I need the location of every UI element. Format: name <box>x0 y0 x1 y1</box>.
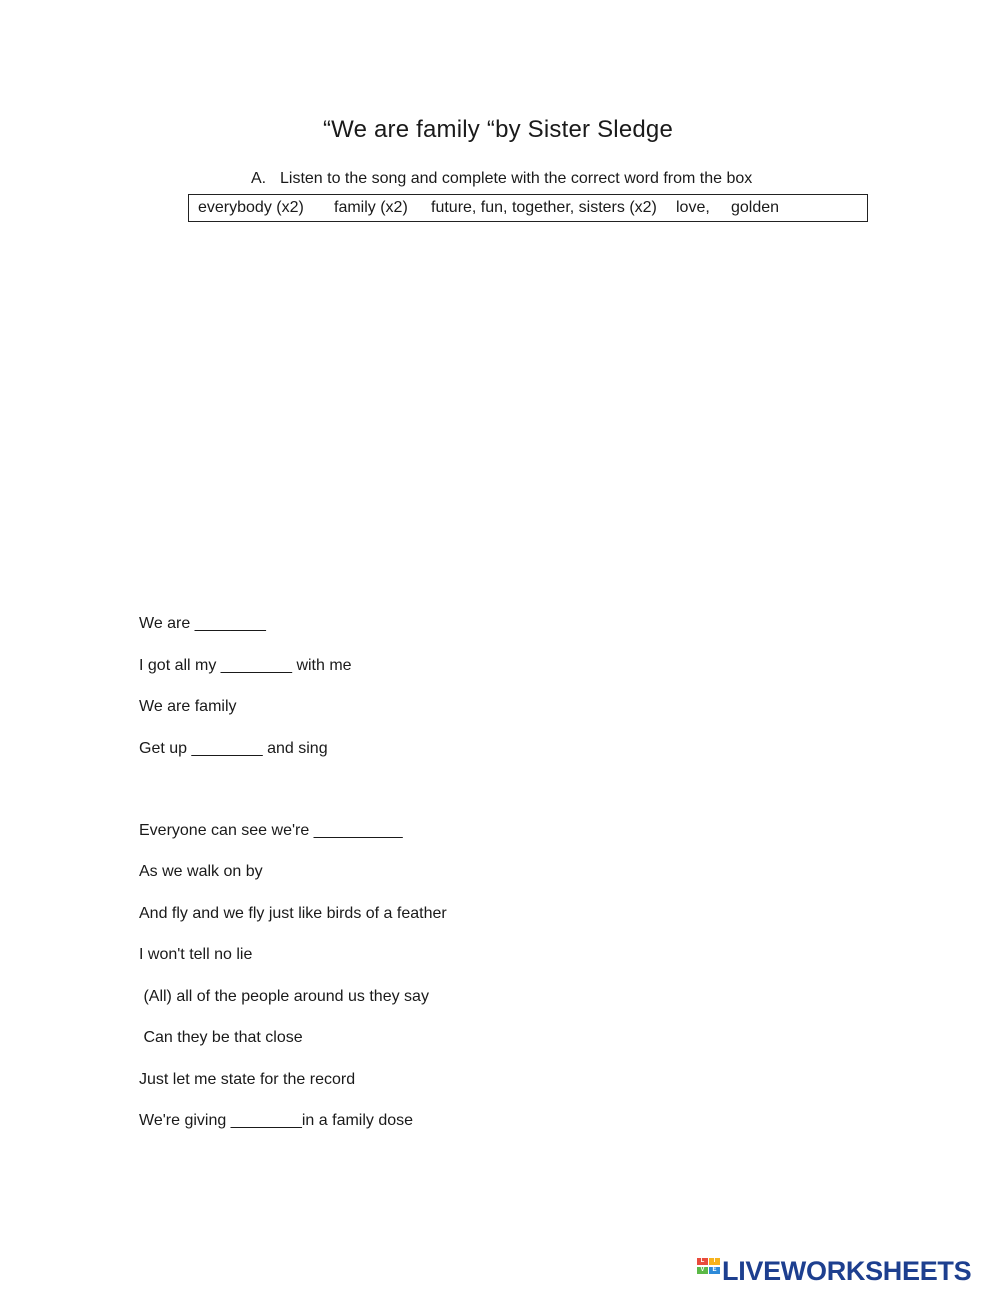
lyric-line: As we walk on by <box>139 863 263 880</box>
instruction-marker: A. <box>251 170 267 187</box>
logo-block: V <box>697 1267 708 1274</box>
word-bank-item: future, fun, together, sisters (x2) <box>431 199 657 216</box>
logo-text: LIVEWORKSHEETS <box>722 1256 972 1286</box>
word-bank-item: everybody (x2) <box>198 199 304 216</box>
lyric-line: I got all my ________ with me <box>139 657 352 674</box>
lyric-line: Get up ________ and sing <box>139 740 328 757</box>
lyric-line: We are ________ <box>139 615 266 632</box>
instruction-text: Listen to the song and complete with the correct word from the box <box>280 170 753 187</box>
word-bank-box <box>188 194 868 222</box>
logo-block: L <box>697 1258 708 1265</box>
lyric-line: I won't tell no lie <box>139 946 253 963</box>
lyric-line: (All) all of the people around us they say <box>139 988 429 1005</box>
lyric-line: We're giving ________in a family dose <box>139 1112 414 1129</box>
instruction-line <box>251 170 752 188</box>
logo-block: E <box>709 1267 720 1274</box>
lyric-line: And fly and we fly just like birds of a feather <box>139 905 447 922</box>
lyric-line: We are family <box>139 698 237 715</box>
word-bank-item: golden <box>731 199 780 216</box>
lyric-line: Can they be that close <box>139 1029 303 1046</box>
liveworksheets-logo <box>697 1255 997 1287</box>
lyric-line: Everyone can see we're __________ <box>139 822 403 839</box>
lyric-line: Just let me state for the record <box>139 1071 356 1088</box>
word-bank-item: love, <box>676 199 710 216</box>
word-bank-item: family (x2) <box>334 199 408 216</box>
logo-blocks-icon <box>697 1258 721 1283</box>
worksheet-title: “We are family “by Sister Sledge <box>322 116 674 143</box>
logo-block: I <box>709 1258 720 1265</box>
